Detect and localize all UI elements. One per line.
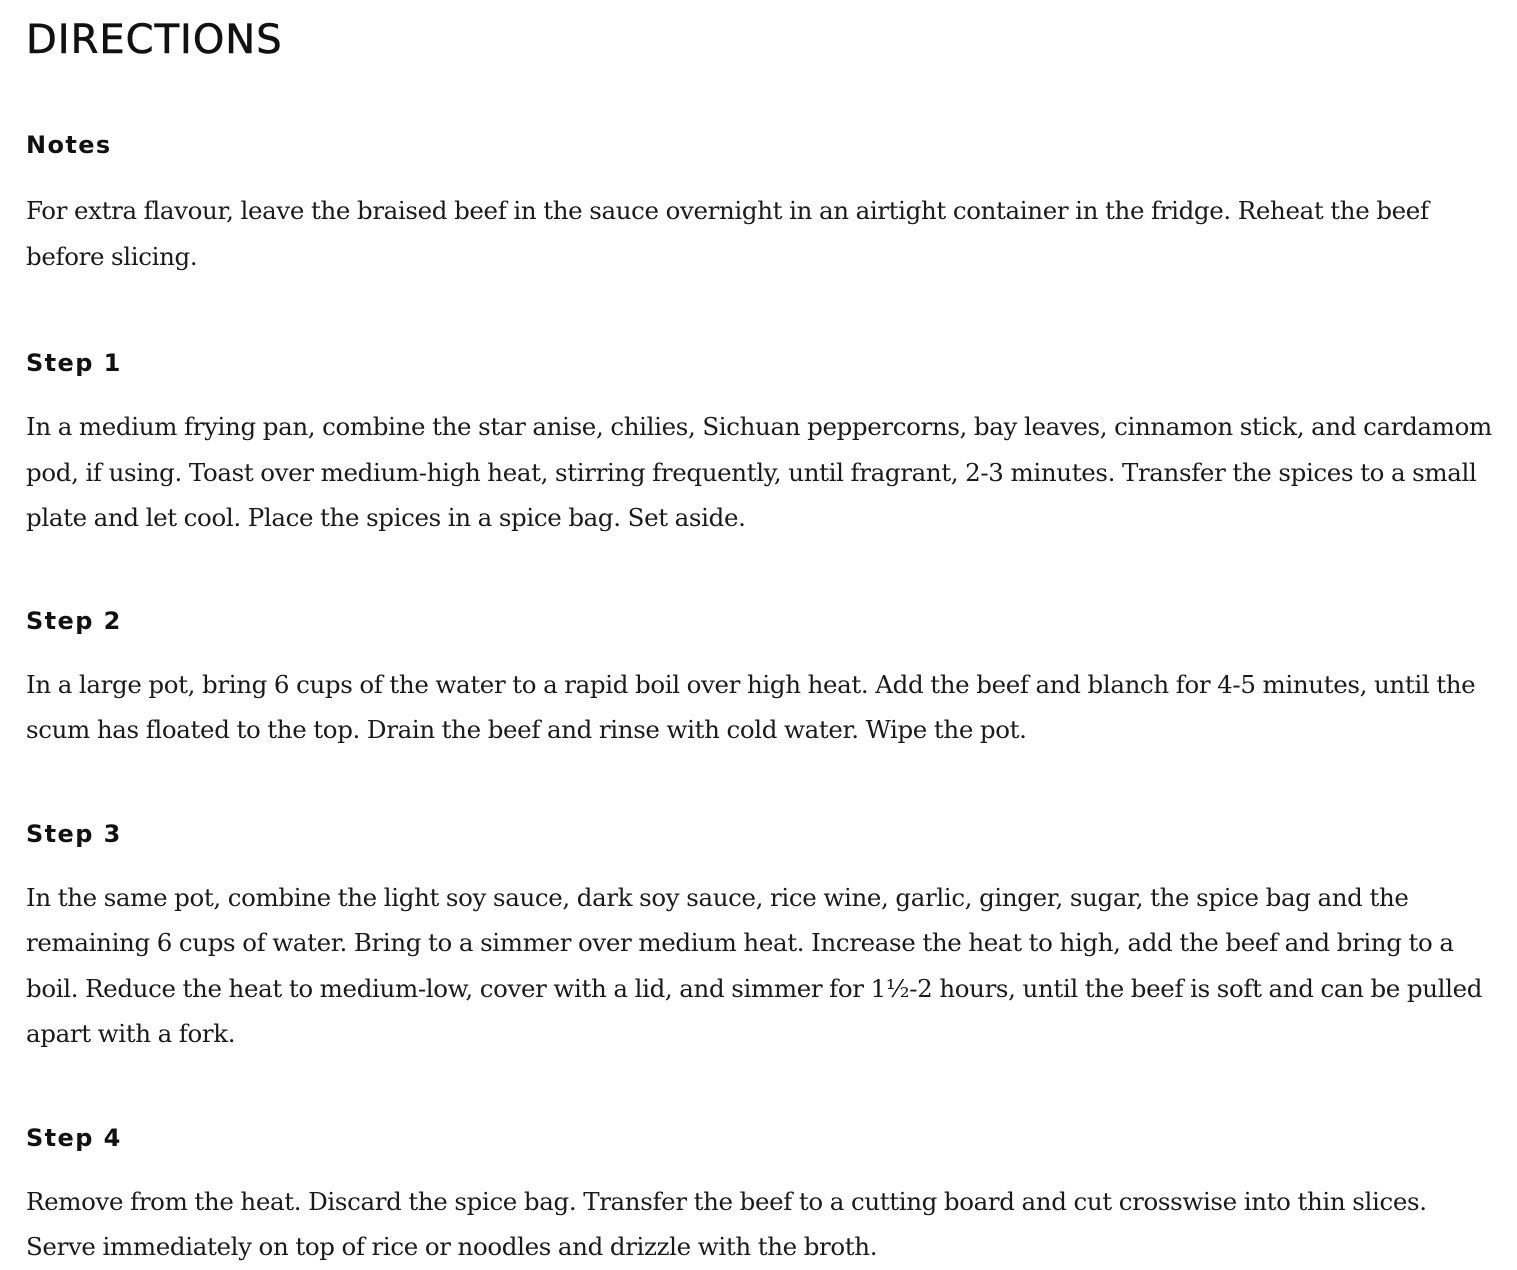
- notes-heading: Notes: [26, 131, 112, 159]
- directions-page: [26, 0, 1501, 1270]
- step-3-text: In the same pot, combine the light soy sauce, dark soy sauce, rice wine, garlic, ginger, sugar, the spice bag and the remaining 6 cups of water. Bring to a simmer over medium heat. Increase the heat to high, add the beef and bring to a boil. Reduce the heat to medium-low, cover with a lid, and simmer for 1½-2 hours, until the beef is soft and can be pulled apart with a fork.: [26, 882, 1483, 1048]
- step-1-text: In a medium frying pan, combine the star anise, chilies, Sichuan peppercorns, bay leaves, cinnamon stick, and cardamom pod, if using. Toast over medium-high heat, stirring frequently, until fragrant, 2-3 minutes. Transfer the spices to a small plate and let cool. Place the spices in a spice bag. Set aside.: [26, 412, 1492, 532]
- step-1-section: [26, 348, 1501, 541]
- notes-section: [26, 130, 1501, 279]
- page-title: DIRECTIONS: [26, 17, 283, 63]
- step-3-heading: Step 3: [26, 819, 122, 848]
- step-4-section: [26, 1123, 1501, 1270]
- notes-text: For extra flavour, leave the braised beef in the sauce overnight in an airtight container in the fridge. Reheat the beef before slicing.: [26, 196, 1429, 271]
- step-2-heading: Step 2: [26, 606, 122, 635]
- step-4-text: Remove from the heat. Discard the spice bag. Transfer the beef to a cutting board and cut crosswise into thin slices. Serve immediately on top of rice or noodles and drizzle with the broth.: [26, 1186, 1427, 1261]
- step-2-section: [26, 606, 1501, 753]
- step-1-heading: Step 1: [26, 349, 122, 377]
- step-3-section: [26, 819, 1501, 1057]
- step-4-heading: Step 4: [26, 1123, 122, 1152]
- step-2-text: In a large pot, bring 6 cups of the water to a rapid boil over high heat. Add the beef and blanch for 4-5 minutes, until the scum has floated to the top. Drain the beef and rinse with cold water. Wipe the pot.: [26, 669, 1476, 744]
